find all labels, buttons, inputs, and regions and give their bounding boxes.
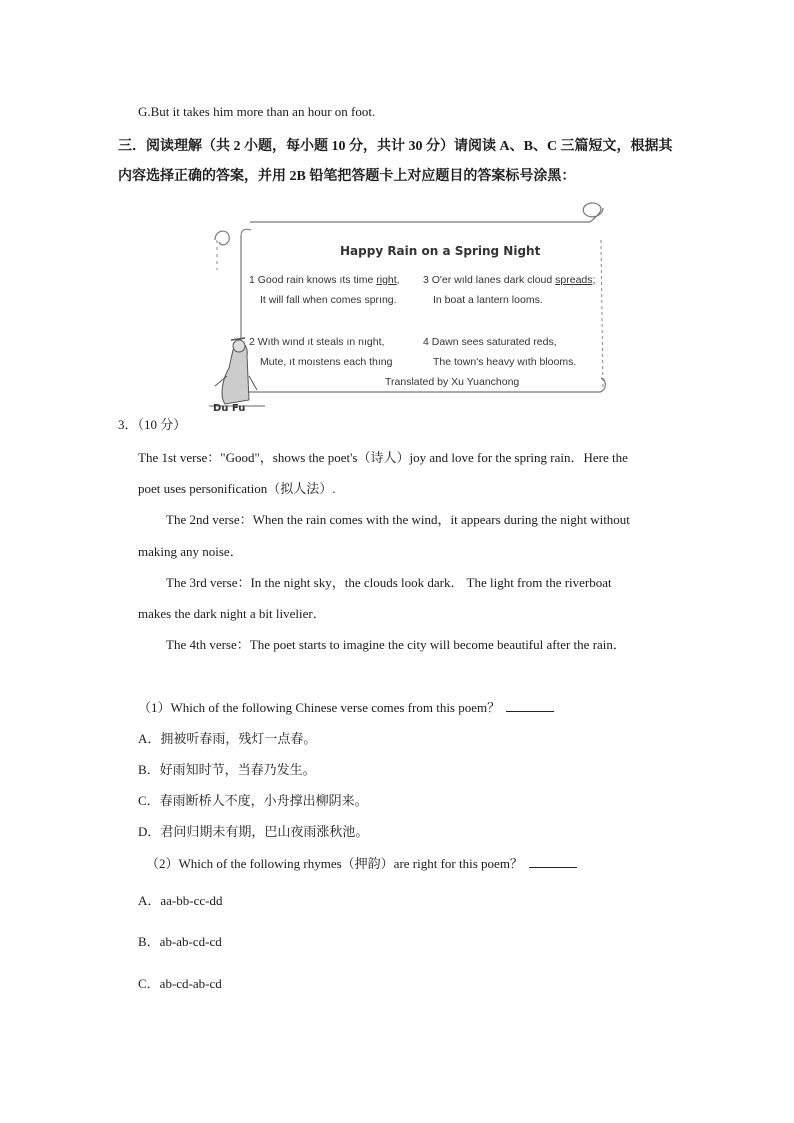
explanation-line: poet uses personification（拟人法）. bbox=[138, 481, 336, 496]
explanation-line: The 3rd verse：In the night sky，the clouds look dark． The light from the riverboat bbox=[166, 575, 612, 590]
poem-verse-3-line-2: In boat a lantern looms. bbox=[433, 294, 543, 306]
poem-verse-4-line-1: 4 Dawn sees saturated reds, bbox=[423, 336, 557, 348]
section-heading-line2: 内容选择正确的答案，并用 2B 铅笔把答题卡上对应题目的答案标号涂黑： bbox=[118, 169, 576, 184]
question-1-option-c: C．春雨断桥人不度，小舟撑出柳阴来。 bbox=[138, 793, 368, 808]
question-1-prompt: （1）Which of the following Chinese verse comes from this poem？ bbox=[138, 697, 554, 716]
explanation-line: The 2nd verse：When the rain comes with the wind，it appears during the night without bbox=[166, 512, 630, 527]
previous-option-g: G.But it takes him more than an hour on foot. bbox=[138, 104, 376, 119]
poem-verse-2-line-1: 2 Wıth wınd ıt steals ın nıght, bbox=[249, 336, 385, 348]
question-1-option-b: B．好雨知时节，当春乃发生。 bbox=[138, 762, 316, 777]
question-2-option-c: C．ab-cd-ab-cd bbox=[138, 976, 222, 991]
explanation-line: makes the dark night a bit livelier． bbox=[138, 606, 326, 621]
poem-title: Happy Rain on a Spring Night bbox=[340, 244, 541, 258]
answer-blank[interactable] bbox=[529, 855, 577, 868]
poem-translator: Translated by Xu Yuanchong bbox=[385, 376, 520, 388]
answer-blank[interactable] bbox=[506, 699, 554, 712]
poem-scroll bbox=[205, 200, 610, 410]
explanation-line: making any noise． bbox=[138, 544, 243, 559]
section-heading-line1: 三．阅读理解（共 2 小题，每小题 10 分，共计 30 分）请阅读 A、B、C 三篇短文，根据其 bbox=[118, 139, 673, 154]
poem-verse-1-line-1: 1 Good rain knows ıts time right, bbox=[249, 274, 400, 286]
poem-verse-4-line-2: The town's heavy wıth blooms. bbox=[433, 356, 577, 368]
poem-verse-2-line-2: Mute, ıt moıstens each thıng bbox=[260, 356, 393, 368]
question-2-option-b: B．ab-ab-cd-cd bbox=[138, 934, 222, 949]
poem-verse-1-line-2: It will fall when comes sprıng. bbox=[260, 294, 397, 306]
question-2-option-a: A．aa-bb-cc-dd bbox=[138, 893, 223, 908]
question-1-option-a: A．拥被听春雨，残灯一点春。 bbox=[138, 731, 317, 746]
question-2-prompt: （2）Which of the following rhymes（押韵）are right for this poem？ bbox=[146, 853, 577, 872]
question-1-option-d: D．君问归期未有期，巴山夜雨涨秋池。 bbox=[138, 824, 369, 839]
explanation-line: The 4th verse：The poet starts to imagine the city will become beautiful after the rain． bbox=[166, 637, 626, 652]
explanation-line: The 1st verse："Good"，shows the poet's（诗人）joy and love for the spring rain．Here the bbox=[138, 450, 628, 465]
poem-author: Du Fu bbox=[213, 403, 246, 414]
poem-verse-3-line-1: 3 O'er wıld lanes dark cloud spreads; bbox=[423, 274, 596, 286]
question-3-header: 3．（10 分） bbox=[118, 417, 187, 432]
